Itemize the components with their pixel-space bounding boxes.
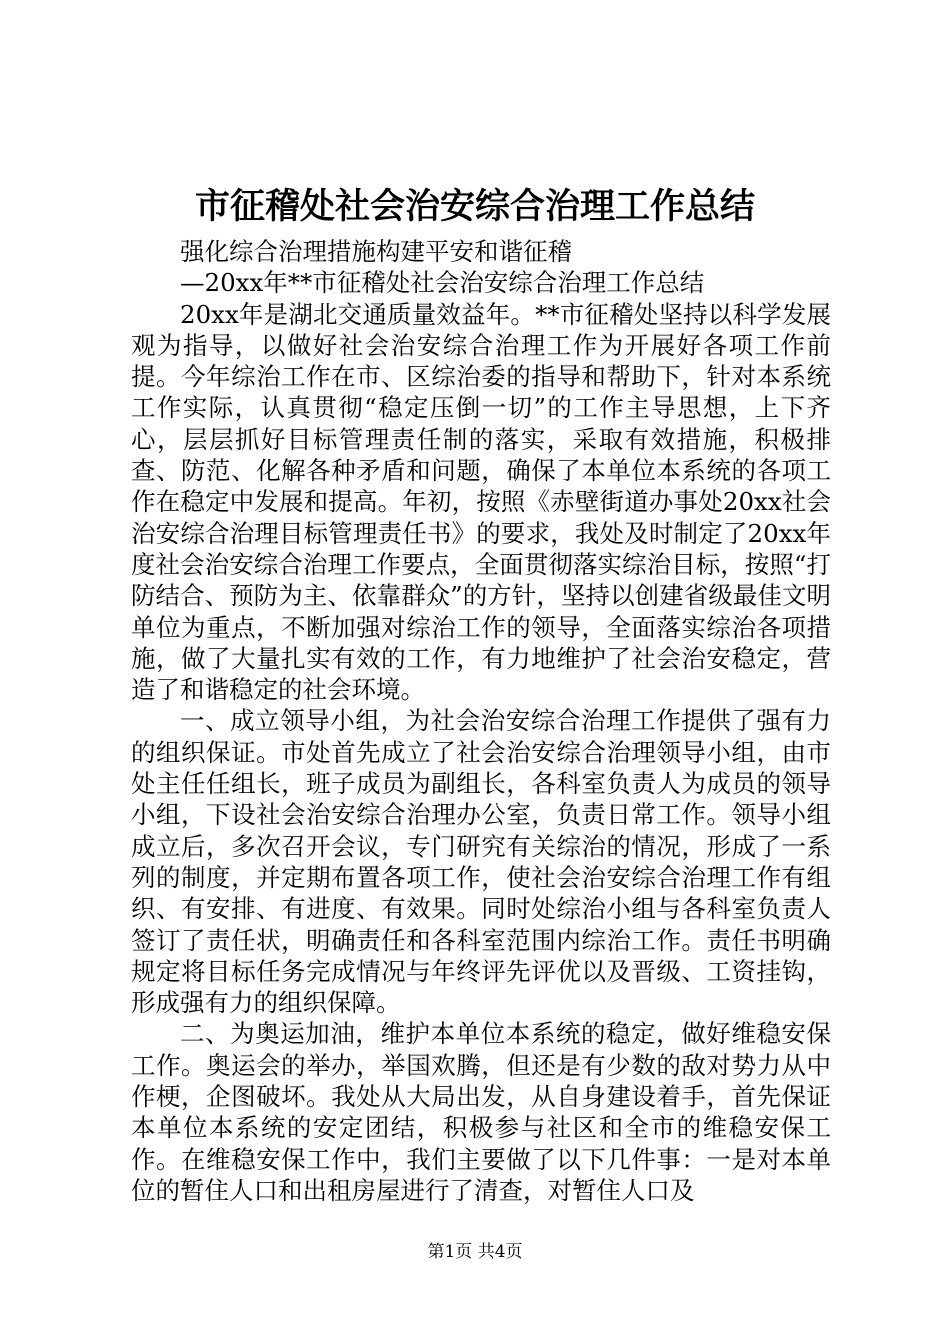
body-paragraph: 二、为奥运加油，维护本单位本系统的稳定，做好维稳安保工作。奥运会的举办，举国欢腾，但还是有少数的敌对势力从中作梗，企图破坏。我处从大局出发，从自身建设着手，首先保证本单位本系统的安定团结，积极参与社区和全市的维稳安保工作。在维稳安保工作中，我们主要做了以下几件事：一是对本单位的暂住人口和出租房屋进行了清查，对暂住人口及 — [131, 1019, 831, 1205]
document-subtitle: 强化综合治理措施构建平安和谐征稽 — [180, 237, 572, 266]
page-number-footer: 第1页 共4页 — [427, 1242, 523, 1262]
body-paragraph: 20xx年是湖北交通质量效益年。**市征稽处坚持以科学发展观为指导，以做好社会治安综合治理工作为开展好各项工作前提。今年综治工作在市、区综治委的指导和帮助下，针对本系统工作实际，认真贯彻“稳定压倒一切”的工作主导思想，上下齐心，层层抓好目标管理责任制的落实，采取有效措施，积极排查、防范、化解各种矛盾和问题，确保了本单位本系统的各项工作在稳定中发展和提高。年初，按照《赤壁街道办事处20xx社会治安综合治理目标管理责任书》的要求，我处及时制定了20xx年度社会治安综合治理工作要点，全面贯彻落实综治目标，按照“打防结合、预防为主、依靠群众”的方针，坚持以创建省级最佳文明单位为重点，不断加强对综治工作的领导，全面落实综治各项措施，做了大量扎实有效的工作，有力地维护了社会治安稳定，营造了和谐稳定的社会环境。 — [131, 299, 831, 705]
document-title: 市征稽处社会治安综合治理工作总结 — [194, 186, 755, 227]
document-subtitle-secondary: —20xx年**市征稽处社会治安综合治理工作总结 — [180, 268, 705, 298]
document-body — [131, 236, 831, 1206]
body-paragraph: 一、成立领导小组，为社会治安综合治理工作提供了强有力的组织保证。市处首先成立了社会治安综合治理领导小组，由市处主任任组长，班子成员为副组长，各科室负责人为成员的领导小组，下设社会治安综合治理办公室，负责日常工作。领导小组成立后，多次召开会议，专门研究有关综治的情况，形成了一系列的制度，并定期布置各项工作，使社会治安综合治理工作有组织、有安排、有进度、有效果。同时处综治小组与各科室负责人签订了责任状，明确责任和各科室范围内综治工作。责任书明确规定将目标任务完成情况与年终评先评优以及晋级、工资挂钩，形成强有力的组织保障。 — [131, 706, 831, 1018]
